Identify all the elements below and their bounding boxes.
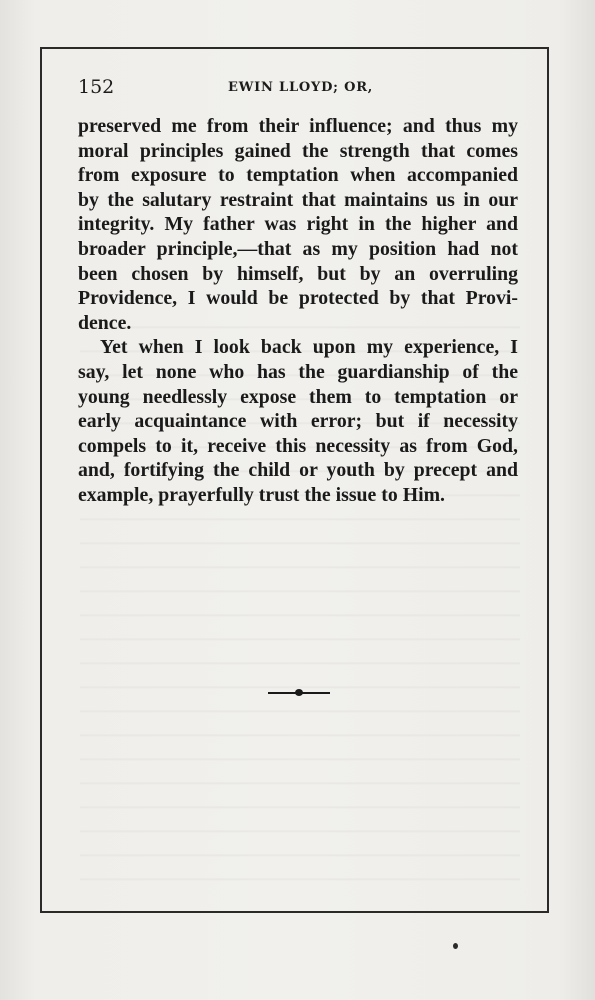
text-line: say, let none who has the guardianship of the xyxy=(78,360,518,383)
text-line: by the salutary restraint that maintains us in our xyxy=(78,188,518,211)
text-line: dence. xyxy=(78,311,132,334)
text-line: preserved me from their influence; and thus my xyxy=(78,115,518,137)
running-head: EWIN LLOYD; OR, xyxy=(228,80,374,95)
text-line: Providence, I would be protected by that Provi- xyxy=(78,287,518,310)
text-line: example, prayerfully trust the issue to Him. xyxy=(78,483,446,506)
text-line: been chosen by himself, but by an overruling xyxy=(78,262,518,285)
text-line: broader principle,—that as my position had not xyxy=(78,237,518,260)
text-line: and, fortifying the child or youth by precept and xyxy=(78,459,518,482)
text-line: young needlessly expose them to temptation or xyxy=(78,385,518,408)
text-line: early acquaintance with error; but if necessity xyxy=(78,410,518,433)
ink-speck xyxy=(453,943,458,949)
text-line: Yet when I look back upon my experience, I xyxy=(100,336,518,359)
page-header xyxy=(78,76,522,102)
page-number: 152 xyxy=(78,76,115,98)
text-line: compels to it, receive this necessity as from God, xyxy=(78,434,518,457)
text-line: moral principles gained the strength that comes xyxy=(78,139,518,162)
section-end-ornament xyxy=(268,688,330,698)
body-text xyxy=(78,114,518,508)
ornament-dot xyxy=(295,689,303,696)
text-line: integrity. My father was right in the higher and xyxy=(78,213,518,236)
text-line: from exposure to temptation when accompanied xyxy=(78,164,518,187)
